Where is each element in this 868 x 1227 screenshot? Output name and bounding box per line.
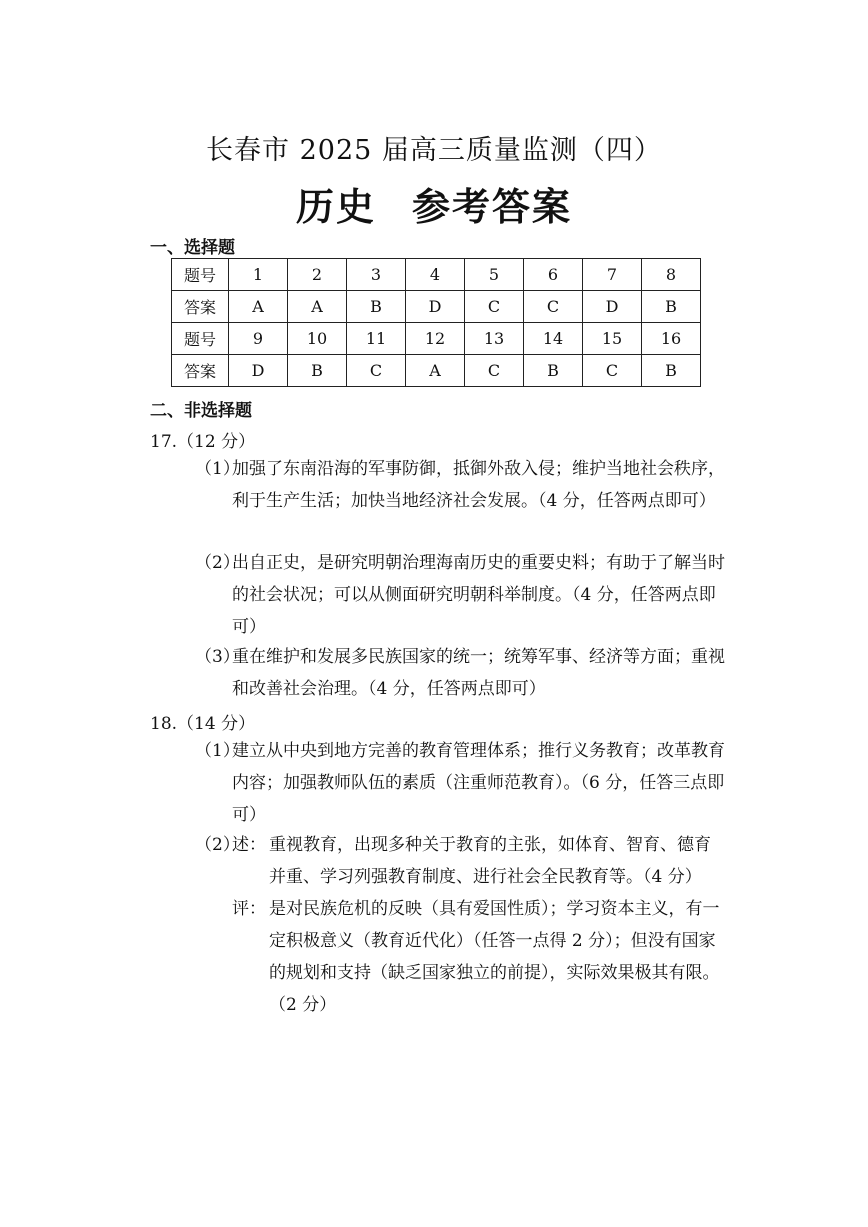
ping-text: 是对民族危机的反映（具有爱国性质）；学习资本主义，有一定积极意义（教育近代化）（任答一点得 2 分）；但没有国家的规划和支持（缺乏国家独立的前提），实际效果极其有限。（2 分）	[269, 899, 720, 1015]
table-cell: B	[524, 355, 583, 387]
table-row	[172, 323, 701, 355]
table-cell: C	[465, 291, 524, 323]
question-17-head: 17.（12 分）	[150, 432, 256, 452]
table-row	[172, 259, 701, 291]
q18-answer-2-shu	[232, 829, 722, 893]
table-row	[172, 355, 701, 387]
table-cell: 4	[406, 259, 465, 291]
section-choice-title: 一、选择题	[150, 238, 235, 258]
subject-name: 历史	[295, 185, 376, 229]
table-cell: D	[583, 291, 642, 323]
table-cell-label: 题号	[172, 323, 229, 355]
q18-answer-1	[195, 735, 725, 831]
table-cell-label: 答案	[172, 291, 229, 323]
table-cell: D	[229, 355, 288, 387]
table-cell: 7	[583, 259, 642, 291]
item-number: （2）	[195, 553, 240, 573]
table-cell: A	[406, 355, 465, 387]
table-cell: 15	[583, 323, 642, 355]
table-row	[172, 291, 701, 323]
table-cell: 16	[642, 323, 701, 355]
table-cell: B	[347, 291, 406, 323]
table-cell: 9	[229, 323, 288, 355]
item-number: （2）	[195, 835, 240, 855]
shu-text: 重视教育，出现多种关于教育的主张，如体育、智育、德育并重、学习列强教育制度、进行社会全民教育等。（4 分）	[269, 835, 711, 887]
shu-label: 述：	[232, 835, 266, 855]
subject-heading	[0, 176, 868, 231]
exam-title: 长春市 2025 届高三质量监测（四）	[206, 135, 662, 166]
table-cell-label: 答案	[172, 355, 229, 387]
item-number: （3）	[195, 647, 240, 667]
table-cell-label: 题号	[172, 259, 229, 291]
table-cell: 10	[288, 323, 347, 355]
table-cell: 13	[465, 323, 524, 355]
table-cell: 2	[288, 259, 347, 291]
q17-answer-1	[195, 453, 725, 517]
table-cell: 1	[229, 259, 288, 291]
table-cell: 12	[406, 323, 465, 355]
question-18-head: 18.（14 分）	[150, 714, 256, 734]
table-cell: C	[583, 355, 642, 387]
table-cell: B	[642, 355, 701, 387]
table-cell: 11	[347, 323, 406, 355]
table-cell: B	[642, 291, 701, 323]
section-nonchoice-title: 二、非选择题	[150, 401, 252, 421]
table-cell: 3	[347, 259, 406, 291]
table-cell: C	[347, 355, 406, 387]
item-text: 加强了东南沿海的军事防御，抵御外敌入侵；维护当地社会秩序，利于生产生活；加快当地经济社会发展。（4 分，任答两点即可）	[232, 459, 725, 511]
table-cell: 5	[465, 259, 524, 291]
item-number: （1）	[195, 459, 240, 479]
ping-label: 评：	[232, 899, 266, 919]
item-text: 出自正史，是研究明朝治理海南历史的重要史料；有助于了解当时的社会状况；可以从侧面研究明朝科举制度。（4 分，任答两点即可）	[232, 553, 725, 637]
q18-answer-2-ping	[232, 893, 722, 1021]
q17-answer-2	[195, 547, 725, 643]
table-cell: 8	[642, 259, 701, 291]
q17-answer-3	[195, 641, 725, 705]
table-cell: A	[229, 291, 288, 323]
choice-answer-table	[171, 258, 701, 387]
table-cell: 6	[524, 259, 583, 291]
table-cell: D	[406, 291, 465, 323]
item-number: （1）	[195, 741, 240, 761]
item-text: 建立从中央到地方完善的教育管理体系；推行义务教育；改革教育内容；加强教师队伍的素质（注重师范教育）。（6 分，任答三点即可）	[232, 741, 725, 825]
table-cell: A	[288, 291, 347, 323]
table-cell: C	[524, 291, 583, 323]
item-text: 重在维护和发展多民族国家的统一；统筹军事、经济等方面；重视和改善社会治理。（4 分，任答两点即可）	[232, 647, 725, 699]
table-cell: 14	[524, 323, 583, 355]
table-cell: B	[288, 355, 347, 387]
answer-key-label: 参考答案	[412, 185, 573, 229]
table-cell: C	[465, 355, 524, 387]
